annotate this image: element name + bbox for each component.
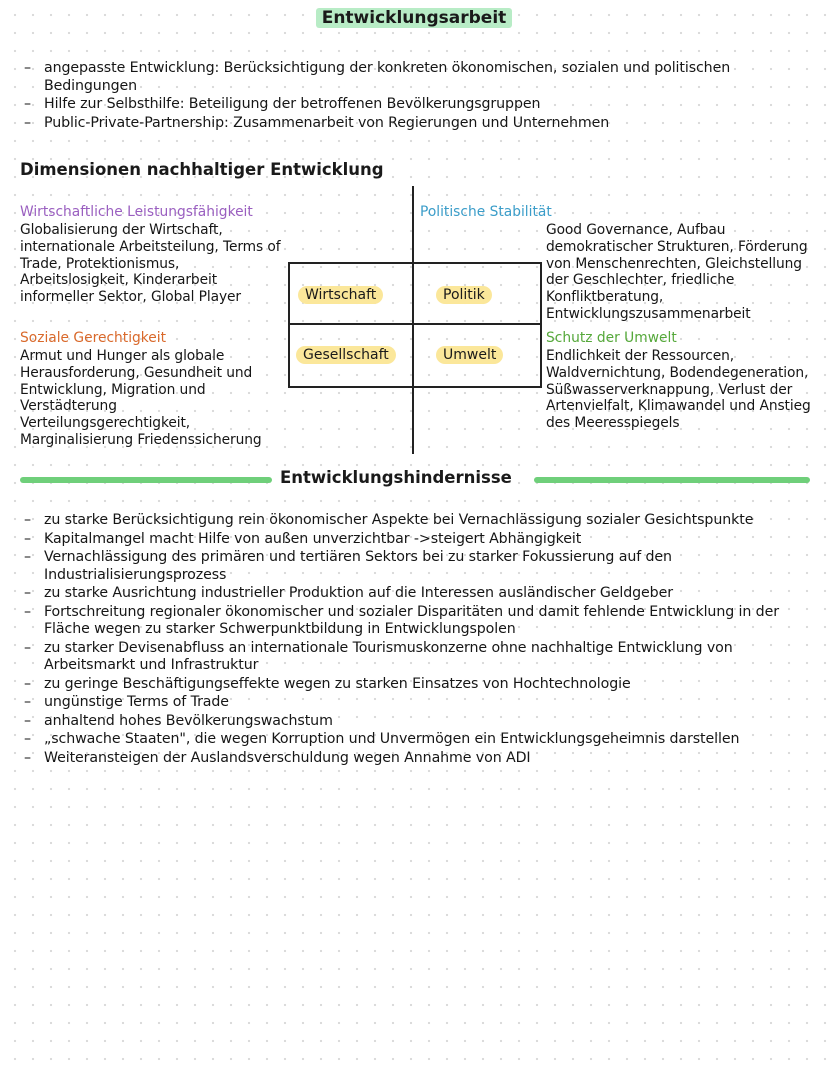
list-item: – ungünstige Terms of Trade	[22, 694, 818, 712]
intro-list	[22, 60, 822, 133]
list-item: – zu starke Berücksichtigung rein ökonomischer Aspekte bei Vernachlässigung sozialer Gesichtspunkte	[22, 512, 818, 530]
list-item: – anhaltend hohes Bevölkerungswachstum	[22, 713, 818, 731]
dimensions-heading: Dimensionen nachhaltiger Entwicklung	[20, 160, 384, 179]
list-item: – Public-Private-Partnership: Zusammenarbeit von Regierungen und Unternehmen	[22, 115, 822, 133]
list-item: – zu starke Ausrichtung industrieller Produktion auf die Interessen ausländischer Geldgeber	[22, 585, 818, 603]
page-title	[0, 8, 828, 28]
politik-heading: Politische Stabilität	[420, 204, 552, 220]
label-umwelt: Umwelt	[436, 346, 503, 364]
list-item: – Hilfe zur Selbsthilfe: Beteiligung der betroffenen Bevölkerungsgruppen	[22, 96, 822, 114]
umwelt-heading: Schutz der Umwelt	[546, 330, 677, 346]
list-item: – Kapitalmangel macht Hilfe von außen unverzichtbar ->steigert Abhängigkeit	[22, 531, 818, 549]
hindernisse-heading: Entwicklungshindernisse	[274, 468, 518, 487]
label-gesellschaft: Gesellschaft	[296, 346, 396, 364]
list-item: – Vernachlässigung des primären und tertiären Sektors bei zu starker Fokussierung auf den Industrialisierungsprozess	[22, 549, 818, 584]
divider-right	[534, 477, 810, 483]
page-title-text: Entwicklungsarbeit	[316, 8, 513, 28]
divider-left	[20, 477, 272, 483]
hindernisse-list	[22, 512, 818, 768]
wirtschaft-text: Globalisierung der Wirtschaft, internationale Arbeitsteilung, Terms of Trade, Protektionismus, Arbeitslosigkeit, Kinderarbeit informeller Sektor, Global Player	[20, 222, 281, 306]
list-item: – „schwache Staaten", die wegen Korruption und Unvermögen ein Entwicklungsgeheimnis darstellen	[22, 731, 818, 749]
list-item: – Weiteransteigen der Auslandsverschuldung wegen Annahme von ADI	[22, 750, 818, 768]
umwelt-text: Endlichkeit der Ressourcen, Waldvernichtung, Bodendegeneration, Süßwasserverknappung, Verlust der Artenvielfalt, Klimawandel und Anstieg des Meeresspiegels	[546, 348, 811, 432]
gesellschaft-text: Armut und Hunger als globale Herausforderung, Gesundheit und Entwicklung, Migration und Verstädterung Verteilungsgerechtigkeit, Marginalisierung Friedenssicherung	[20, 348, 262, 448]
list-item: – angepasste Entwicklung: Berücksichtigung der konkreten ökonomischen, sozialen und politischen Bedingungen	[22, 60, 822, 95]
label-wirtschaft: Wirtschaft	[298, 286, 383, 304]
politik-text: Good Governance, Aufbau demokratischer Strukturen, Förderung von Menschenrechten, Gleichstellung der Geschlechter, friedliche Konfliktberatung, Entwicklungszusammenarbeit	[546, 222, 808, 322]
list-item: – zu geringe Beschäftigungseffekte wegen zu starken Einsatzes von Hochtechnologie	[22, 676, 818, 694]
label-politik: Politik	[436, 286, 492, 304]
list-item: – Fortschreitung regionaler ökonomischer und sozialer Disparitäten und damit fehlende Entwicklung in der Fläche wegen zu starker Schwerpunktbildung in Entwicklungspolen	[22, 604, 818, 639]
center-box	[288, 262, 542, 388]
list-item: – zu starker Devisenabfluss an internationale Tourismuskonzerne ohne nachhaltige Entwicklung von Arbeitsmarkt und Infrastruktur	[22, 640, 818, 675]
wirtschaft-heading: Wirtschaftliche Leistungsfähigkeit	[20, 204, 253, 220]
gesellschaft-heading: Soziale Gerechtigkeit	[20, 330, 167, 346]
